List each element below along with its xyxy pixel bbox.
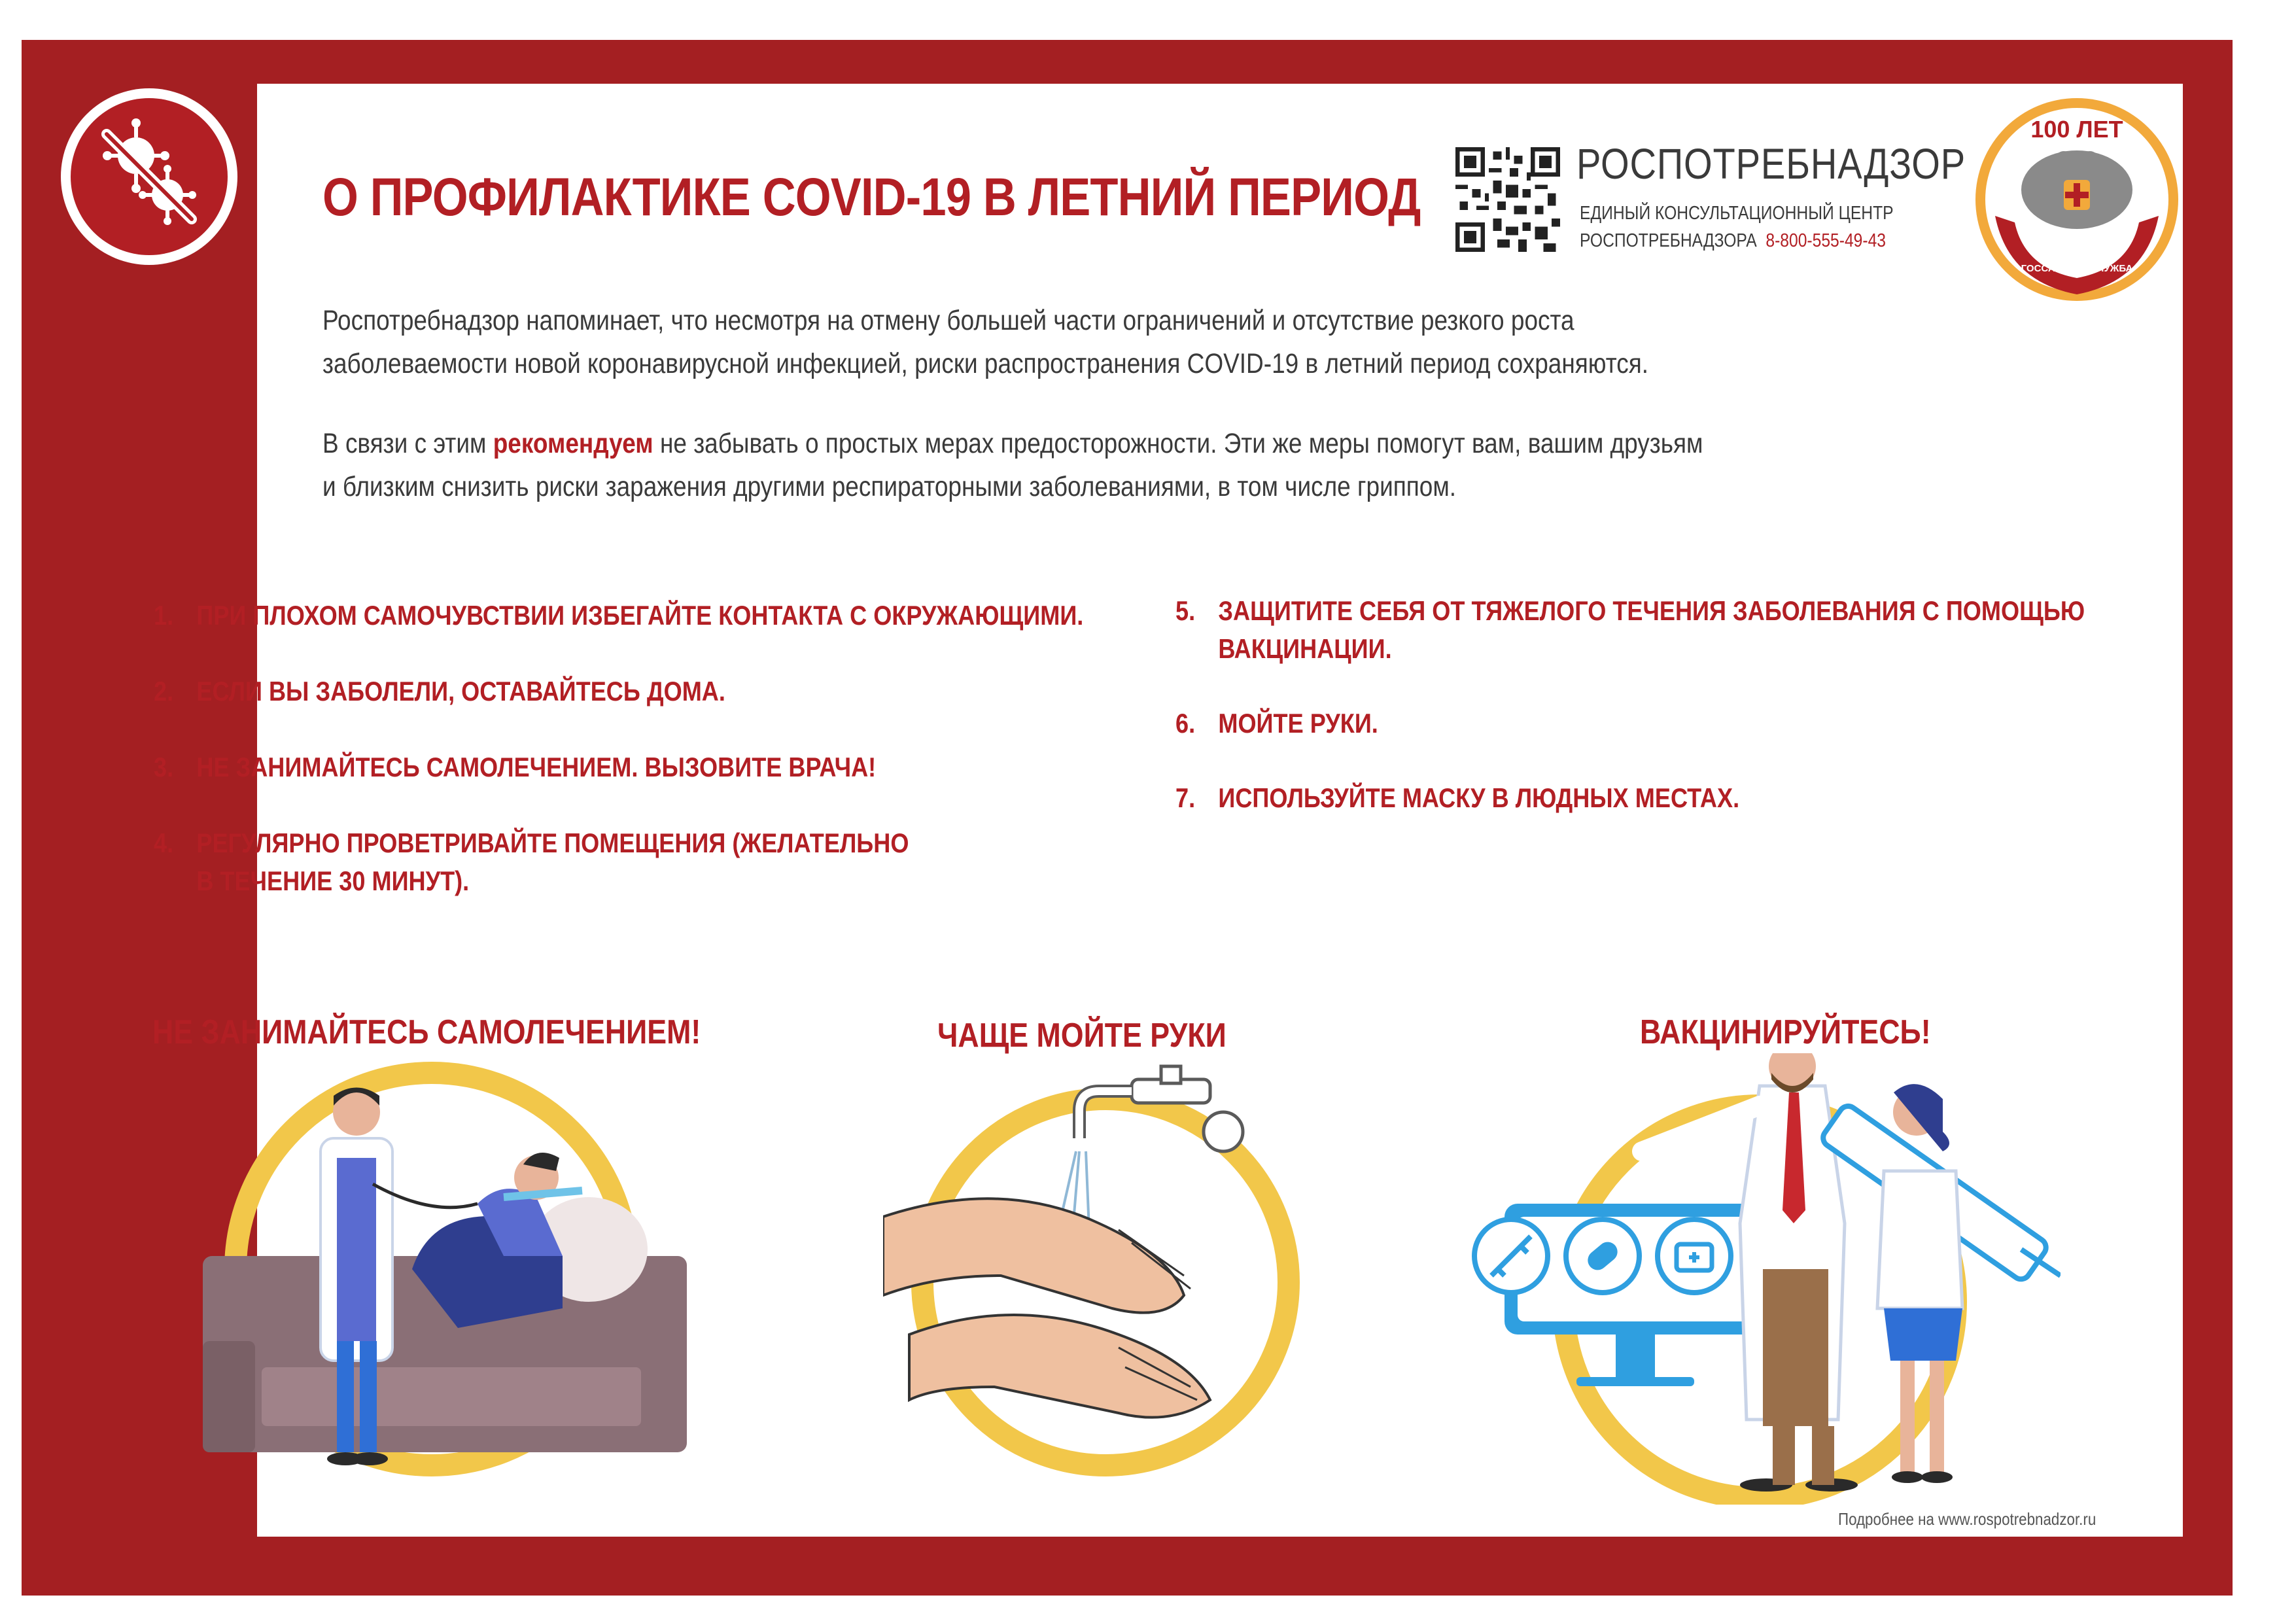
list-item-number: 6.: [1175, 708, 1196, 739]
intro-paragraph-2: [322, 422, 1703, 508]
list-item-number: 5.: [1175, 595, 1196, 626]
list-item-text: РЕГУЛЯРНО ПРОВЕТРИВАЙТЕ ПОМЕЩЕНИЯ (ЖЕЛАТЕЛЬНО: [196, 828, 909, 858]
footer-website-note: Подробнее на www.rospotrebnadzor.ru: [1838, 1509, 2096, 1529]
intro-p2-after: не забывать о простых мерах предосторожности. Эти же меры помогут вам, вашим друзьям: [653, 428, 1703, 459]
emblem-100-years-icon: [1969, 92, 2185, 307]
recommendations-list-left: [154, 597, 1235, 900]
intro-paragraph-1: [322, 299, 1648, 385]
list-item: [1175, 705, 2085, 742]
list-item-text: ЗАЩИТИТЕ СЕБЯ ОТ ТЯЖЕЛОГО ТЕЧЕНИЯ ЗАБОЛЕВАНИЯ С ПОМОЩЬЮ: [1218, 595, 2085, 626]
caption-wash-hands: ЧАЩЕ МОЙТЕ РУКИ: [937, 1017, 1226, 1055]
list-item: [1175, 779, 2085, 817]
list-item-text-cont: В ТЕЧЕНИЕ 30 МИНУТ).: [196, 865, 470, 896]
page-title: О ПРОФИЛАКТИКЕ COVID-19 В ЛЕТНИЙ ПЕРИОД: [322, 167, 1421, 227]
list-item: [154, 748, 1083, 786]
list-item: [154, 824, 1083, 900]
intro-p1-line1: Роспотребнадзор напоминает, что несмотря на отмену большей части ограничений и отсутствие резкого роста: [322, 305, 1574, 336]
list-item-text: ЕСЛИ ВЫ ЗАБОЛЕЛИ, ОСТАВАЙТЕСЬ ДОМА.: [196, 676, 725, 707]
brand-subtitle-phone-line: [1580, 230, 1886, 252]
intro-p2-line2: и близким снизить риски заражения другими респираторными заболеваниями, в том числе гриппом.: [322, 471, 1457, 502]
recommendations-list-right: [1175, 592, 2233, 817]
list-item-text-cont: ВАКЦИНАЦИИ.: [1218, 633, 1392, 664]
list-item-number: 2.: [154, 676, 174, 707]
list-item: [1175, 592, 2085, 668]
intro-p2-before: В связи с этим: [322, 428, 493, 459]
list-item-text: МОЙТЕ РУКИ.: [1218, 708, 1378, 739]
hotline-phone: 8-800-555-49-43: [1765, 230, 1887, 251]
vaccination-illustration: [1459, 1053, 2061, 1505]
caption-vaccinate: ВАКЦИНИРУЙТЕСЬ!: [1640, 1013, 1931, 1051]
qr-code-icon: [1455, 147, 1560, 252]
intro-p2-highlight: рекомендуем: [493, 428, 653, 459]
list-item-text: ИСПОЛЬЗУЙТЕ МАСКУ В ЛЮДНЫХ МЕСТАХ.: [1218, 782, 1740, 813]
caption-no-self-treatment: НЕ ЗАНИМАЙТЕСЬ САМОЛЕЧЕНИЕМ!: [152, 1013, 701, 1051]
list-item: [154, 672, 1083, 710]
hand-washing-illustration: [883, 1060, 1341, 1505]
brand-subtitle: ЕДИНЫЙ КОНСУЛЬТАЦИОННЫЙ ЦЕНТР: [1580, 203, 1894, 224]
list-item-number: 7.: [1175, 782, 1196, 813]
emblem-top-text: 100 ЛЕТ: [2030, 116, 2123, 143]
emblem-bottom-text: ГОССАНЭПИДСЛУЖБА: [2021, 263, 2133, 274]
no-virus-icon: [51, 79, 247, 275]
list-item-number: 1.: [154, 600, 174, 631]
list-item-number: 4.: [154, 828, 174, 858]
list-item: [154, 597, 1083, 635]
list-item-number: 3.: [154, 752, 174, 782]
intro-p2-line1: [322, 422, 1703, 465]
brand-name: РОСПОТРЕБНАДЗОР: [1576, 139, 1966, 188]
list-item-text: НЕ ЗАНИМАЙТЕСЬ САМОЛЕЧЕНИЕМ. ВЫЗОВИТЕ ВРАЧА!: [196, 752, 877, 782]
doctor-patient-illustration: [196, 1060, 706, 1505]
intro-p1-line2: заболеваемости новой коронавирусной инфекцией, риски распространения COVID-19 в летний период сохраняются.: [322, 348, 1649, 379]
brand-subtitle-2: РОСПОТРЕБНАДЗОРА: [1580, 230, 1757, 251]
list-item-text: ПРИ ПЛОХОМ САМОЧУВСТВИИ ИЗБЕГАЙТЕ КОНТАКТА С ОКРУЖАЮЩИМИ.: [196, 600, 1084, 631]
